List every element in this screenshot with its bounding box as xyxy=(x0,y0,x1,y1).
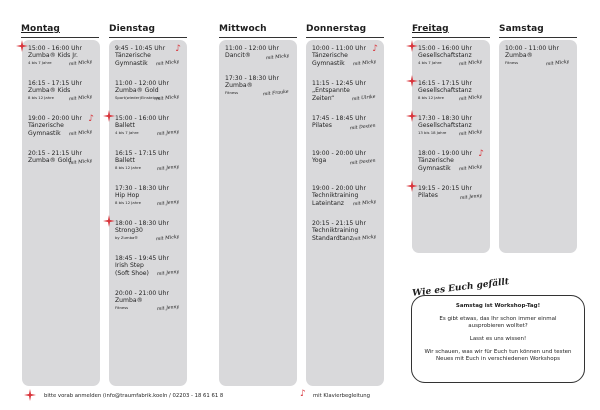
class-teacher: mit Micky xyxy=(155,59,180,68)
class-entry xyxy=(418,115,488,138)
class-entry xyxy=(115,45,185,67)
class-teacher: mit Micky xyxy=(458,94,483,103)
class-teacher: mit Jenny xyxy=(156,199,180,208)
music-note-icon: ♪ xyxy=(88,114,94,124)
class-title: Pilates xyxy=(312,122,332,130)
class-time: 17:45 - 18:45 Uhr xyxy=(312,115,366,122)
class-time: 16:15 - 17:15 Uhr xyxy=(115,150,169,157)
day-name: Montag xyxy=(21,24,60,34)
day-header-dienstag xyxy=(109,24,187,38)
class-age-info: by Zumba® xyxy=(115,234,139,240)
class-teacher: mit Micky xyxy=(458,129,483,138)
class-entry xyxy=(28,45,98,68)
class-teacher: mit Jenny xyxy=(156,304,180,313)
class-teacher: mit Micky xyxy=(352,59,377,68)
class-entry xyxy=(418,80,488,103)
class-time: 17:30 - 18:30 Uhr xyxy=(115,185,169,192)
class-age-info: 4 bis 7 Jahre xyxy=(28,59,52,65)
class-teacher: mit Micky xyxy=(68,94,93,103)
class-title: Yoga xyxy=(312,157,327,165)
class-teacher: mit Micky xyxy=(155,94,180,103)
class-title: Pilates xyxy=(418,192,438,200)
class-title: Zumba® Kids xyxy=(28,87,71,95)
class-age-info: 8 bis 12 Jahre xyxy=(418,94,444,100)
class-teacher: mit Micky xyxy=(68,158,93,167)
class-entry xyxy=(312,80,382,102)
day-header-mittwoch xyxy=(219,24,297,38)
class-entry xyxy=(312,150,382,165)
feedback-line: Wir schauen, was wir für Euch tun können und testen Neues mit Euch in verschiedenen Workshops xyxy=(424,349,572,362)
class-time: 17:30 - 18:30 Uhr xyxy=(418,115,472,122)
class-age-info: 8 bis 12 Jahre xyxy=(115,164,141,170)
class-title-line2: (Soft Shoe) xyxy=(115,269,149,277)
class-teacher: mit Micky xyxy=(545,59,570,68)
schedule-column-mittwoch xyxy=(219,40,297,386)
class-teacher: mit Micky xyxy=(265,53,290,62)
class-entry xyxy=(115,150,185,173)
day-name: Samstag xyxy=(499,24,544,34)
class-entry xyxy=(115,290,185,313)
class-title-line2: Gymnastik xyxy=(312,59,345,67)
class-age-info: Fitness xyxy=(115,304,129,310)
class-title-line2: Zeiten“ xyxy=(312,94,335,102)
class-time: 11:00 - 12:00 Uhr xyxy=(225,45,279,52)
class-title: Zumba® Gold xyxy=(28,157,72,165)
class-time: 11:15 - 12:45 Uhr xyxy=(312,80,366,87)
class-teacher: mit Micky xyxy=(352,234,377,243)
class-title-line2: Lateintanz xyxy=(312,199,345,207)
class-teacher: mit Frauke xyxy=(263,89,290,98)
star-marker-icon xyxy=(103,110,115,122)
star-marker-icon xyxy=(16,40,28,52)
music-note-icon: ♪ xyxy=(175,44,181,54)
class-age-info: Fitness xyxy=(225,89,239,95)
class-title: Dancit® xyxy=(225,52,251,60)
class-title: Gesellschaftstanz xyxy=(418,87,472,95)
class-time: 20:15 - 21:15 Uhr xyxy=(312,220,366,227)
class-age-info: 8 bis 12 Jahre xyxy=(115,199,141,205)
feedback-box xyxy=(411,295,585,383)
class-entry xyxy=(28,115,98,137)
class-time: 19:00 - 20:00 Uhr xyxy=(312,185,366,192)
class-time: 20:15 - 21:15 Uhr xyxy=(28,150,82,157)
class-time: 15:00 - 16:00 Uhr xyxy=(115,115,169,122)
class-teacher: mit Doxten xyxy=(350,158,377,167)
class-title-line2: Gymnastik xyxy=(28,129,61,137)
class-title-line2: Gymnastik xyxy=(115,59,148,67)
class-entry xyxy=(312,185,382,207)
class-time: 10:00 - 11:00 Uhr xyxy=(312,45,366,52)
day-name: Mittwoch xyxy=(219,24,267,34)
class-entry xyxy=(312,45,382,67)
music-note-icon: ♪ xyxy=(300,389,306,399)
class-title-line2: Gymnastik xyxy=(418,164,451,172)
class-time: 16:15 - 17:15 Uhr xyxy=(418,80,472,87)
class-age-info: 4 bis 7 Jahre xyxy=(115,129,139,135)
class-time: 18:45 - 19:45 Uhr xyxy=(115,255,169,262)
star-marker-icon xyxy=(406,40,418,52)
class-entry xyxy=(115,185,185,208)
class-time: 18:00 - 19:00 Uhr xyxy=(418,150,472,157)
class-title: Hip Hop xyxy=(115,192,140,200)
day-name: Donnerstag xyxy=(306,24,367,34)
music-note-icon: ♪ xyxy=(372,44,378,54)
class-entry xyxy=(115,115,185,138)
class-teacher: mit Jenny xyxy=(156,269,180,278)
class-teacher: mit Jenny xyxy=(156,164,180,173)
class-teacher: mit Micky xyxy=(68,129,93,138)
star-marker-icon xyxy=(406,75,418,87)
class-time: 11:00 - 12:00 Uhr xyxy=(115,80,169,87)
class-teacher: mit Doxten xyxy=(350,123,377,132)
class-time: 18:00 - 18:30 Uhr xyxy=(115,220,169,227)
class-teacher: mit Micky xyxy=(458,164,483,173)
schedule-column-donnerstag xyxy=(306,40,384,386)
class-title: Ballett xyxy=(115,157,135,165)
class-title: Tänzerische xyxy=(418,157,454,165)
class-title: Zumba® Kids Jr. xyxy=(28,52,78,60)
schedule-column-freitag xyxy=(412,40,490,253)
class-time: 19:15 - 20:15 Uhr xyxy=(418,185,472,192)
class-title: Zumba® xyxy=(225,82,253,90)
class-title: Tänzerische xyxy=(312,52,348,60)
class-teacher: mit Micky xyxy=(155,234,180,243)
class-title: Gesellschaftstanz xyxy=(418,122,472,130)
class-teacher: mit Micky xyxy=(352,199,377,208)
class-title: Irish Step xyxy=(115,262,144,270)
class-title: Strong30 xyxy=(115,227,143,235)
feedback-line: Es gibt etwas, das Ihr schon immer einmal ausprobieren wolltet? xyxy=(439,316,557,329)
class-entry xyxy=(418,150,488,172)
feedback-heading: Wie es Euch gefällt xyxy=(411,277,510,299)
class-title: Tänzerische xyxy=(115,52,151,60)
class-age-info: Sport(wieder)Einsteiger xyxy=(115,94,160,100)
day-name: Dienstag xyxy=(109,24,156,34)
class-time: 10:00 - 11:00 Uhr xyxy=(505,45,559,52)
class-teacher: mit Micky xyxy=(68,59,93,68)
class-title: Techniktraining xyxy=(312,192,359,200)
class-title: Gesellschaftstanz xyxy=(418,52,472,60)
class-teacher: mit Jenny xyxy=(459,193,483,202)
footer-registration-note: bitte vorab anmelden (info@traumfabrik.koeln / 02203 - 18 61 61 8 xyxy=(44,393,224,399)
feedback-line: Lasst es uns wissen! xyxy=(469,336,527,342)
day-header-samstag xyxy=(499,24,577,38)
class-time: 20:00 - 21:00 Uhr xyxy=(115,290,169,297)
schedule-column-samstag xyxy=(499,40,577,253)
class-teacher: mit Ulrike xyxy=(352,94,377,103)
class-entry xyxy=(225,75,295,98)
star-marker-icon xyxy=(103,215,115,227)
day-header-donnerstag xyxy=(306,24,384,38)
star-marker-icon xyxy=(406,180,418,192)
schedule-column-dienstag xyxy=(109,40,187,386)
class-time: 9:45 - 10:45 Uhr xyxy=(115,45,166,52)
class-teacher: mit Jenny xyxy=(156,129,180,138)
class-title-line2: Standardtanz xyxy=(312,234,353,242)
class-time: 15:00 - 16:00 Uhr xyxy=(418,45,472,52)
class-age-info: 13 bis 18 Jahre xyxy=(418,129,447,135)
class-title: Zumba® xyxy=(505,52,533,60)
class-time: 15:00 - 16:00 Uhr xyxy=(28,45,82,52)
class-entry xyxy=(418,45,488,68)
class-age-info: 4 bis 7 Jahre xyxy=(418,59,442,65)
class-entry xyxy=(115,80,185,103)
class-title: Zumba® xyxy=(115,297,143,305)
class-teacher: mit Micky xyxy=(458,59,483,68)
schedule-column-montag xyxy=(22,40,100,386)
class-age-info: Fitness xyxy=(505,59,519,65)
class-time: 19:00 - 20:00 Uhr xyxy=(28,115,82,122)
class-entry xyxy=(115,255,185,277)
class-entry xyxy=(418,185,488,200)
feedback-line: Samstag ist Workshop-Tag! xyxy=(455,303,541,309)
class-title: Tänzerische xyxy=(28,122,64,130)
class-entry xyxy=(312,220,382,242)
class-time: 19:00 - 20:00 Uhr xyxy=(312,150,366,157)
star-marker-icon xyxy=(24,389,36,401)
day-name: Freitag xyxy=(412,24,449,34)
star-marker-icon xyxy=(406,110,418,122)
music-note-icon: ♪ xyxy=(478,149,484,159)
class-entry xyxy=(115,220,185,243)
class-entry xyxy=(28,80,98,103)
day-header-montag xyxy=(21,24,99,38)
day-header-freitag xyxy=(412,24,490,38)
class-title: Ballett xyxy=(115,122,135,130)
class-time: 17:30 - 18:30 Uhr xyxy=(225,75,279,82)
class-title: „Entspannte xyxy=(312,87,350,95)
class-title: Techniktraining xyxy=(312,227,359,235)
class-title: Zumba® Gold xyxy=(115,87,159,95)
class-entry xyxy=(225,45,295,60)
class-entry xyxy=(312,115,382,130)
class-entry xyxy=(28,150,98,165)
class-age-info: 8 bis 12 Jahre xyxy=(28,94,54,100)
class-time: 16:15 - 17:15 Uhr xyxy=(28,80,82,87)
footer-piano-legend: mit Klavierbegleitung xyxy=(313,393,370,399)
class-entry xyxy=(505,45,575,68)
